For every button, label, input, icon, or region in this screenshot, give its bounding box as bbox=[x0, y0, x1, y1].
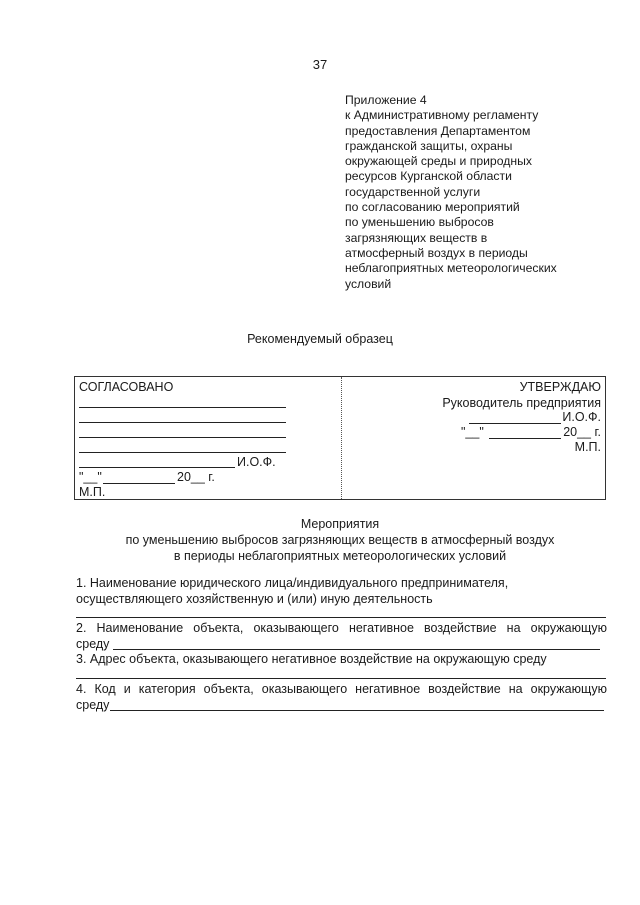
approve-role: Руководитель предприятия bbox=[442, 396, 601, 410]
annex-line: гражданской защиты, охраны bbox=[345, 138, 513, 153]
annex-line: по уменьшению выбросов bbox=[345, 215, 494, 230]
approve-date-open: "__" bbox=[461, 425, 484, 439]
item-4-answer-line[interactable] bbox=[110, 710, 604, 711]
annex-line: атмосферный воздух в периоды bbox=[345, 245, 528, 260]
agreed-signature-line[interactable] bbox=[79, 422, 286, 423]
agreed-stamp: М.П. bbox=[79, 485, 106, 499]
agreed-signature-line[interactable] bbox=[79, 452, 286, 453]
item-1-line: 1. Наименование юридического лица/индивидуального предпринимателя, bbox=[76, 576, 509, 590]
agreed-date-line[interactable] bbox=[103, 483, 175, 484]
approve-column bbox=[442, 380, 601, 410]
annex-line: загрязняющих веществ в bbox=[345, 230, 488, 245]
annex-line: предоставления Департаментом bbox=[345, 123, 531, 138]
annex-line: окружающей среды и природных bbox=[345, 154, 532, 169]
item-3: 3. Адрес объекта, оказывающего негативное воздействие на окружающую среду bbox=[76, 652, 547, 666]
agreed-name-line[interactable] bbox=[79, 467, 235, 468]
approval-divider bbox=[341, 377, 342, 499]
item-2-answer-line[interactable] bbox=[113, 649, 600, 650]
approve-heading: УТВЕРЖДАЮ bbox=[519, 380, 601, 394]
item-2-line: среду bbox=[76, 637, 110, 651]
measures-title bbox=[0, 516, 640, 564]
annex-line: ресурсов Курганской области bbox=[345, 169, 512, 184]
annex-line: к Административному регламенту bbox=[345, 108, 539, 123]
agreed-date-year: 20__ г. bbox=[177, 470, 215, 484]
annex-line: по согласованию мероприятий bbox=[345, 200, 520, 215]
approve-date-year: 20__ г. bbox=[563, 425, 601, 439]
agreed-signature-line[interactable] bbox=[79, 407, 286, 408]
measures-title-line: по уменьшению выбросов загрязняющих веществ в атмосферный воздух bbox=[125, 533, 555, 547]
item-1 bbox=[76, 575, 607, 607]
measures-title-line: в периоды неблагоприятных метеорологических условий bbox=[173, 549, 507, 563]
item-2-line: 2. Наименование объекта, оказывающего негативное воздействие на окружающую bbox=[76, 621, 607, 635]
agreed-signature-line[interactable] bbox=[79, 437, 286, 438]
approve-date-line[interactable] bbox=[489, 438, 561, 439]
page-number: 37 bbox=[312, 57, 328, 72]
agreed-date-open: "__" bbox=[79, 470, 102, 484]
approve-name-line[interactable] bbox=[469, 423, 561, 424]
sample-label: Рекомендуемый образец bbox=[247, 332, 393, 346]
agreed-column bbox=[79, 380, 173, 394]
item-1-answer-line[interactable] bbox=[76, 617, 606, 618]
approval-block bbox=[74, 376, 606, 500]
measures-title-line: Мероприятия bbox=[300, 517, 380, 531]
item-3-answer-line[interactable] bbox=[76, 678, 606, 679]
annex-line: Приложение 4 bbox=[345, 93, 427, 107]
annex-header bbox=[345, 93, 600, 292]
annex-line: условий bbox=[345, 276, 392, 291]
item-4-line: среду bbox=[76, 698, 110, 712]
item-1-line: осуществляющего хозяйственную и (или) иную деятельность bbox=[76, 592, 433, 606]
annex-line: государственной услуги bbox=[345, 184, 481, 199]
agreed-name-caption: И.О.Ф. bbox=[237, 455, 276, 469]
approve-stamp: М.П. bbox=[574, 440, 601, 454]
approve-name-caption: И.О.Ф. bbox=[562, 410, 601, 424]
agreed-heading: СОГЛАСОВАНО bbox=[79, 380, 174, 394]
item-4-line: 4. Код и категория объекта, оказывающего негативное воздействие на окружающую bbox=[76, 682, 607, 696]
annex-line: неблагоприятных метеорологических bbox=[345, 261, 557, 276]
